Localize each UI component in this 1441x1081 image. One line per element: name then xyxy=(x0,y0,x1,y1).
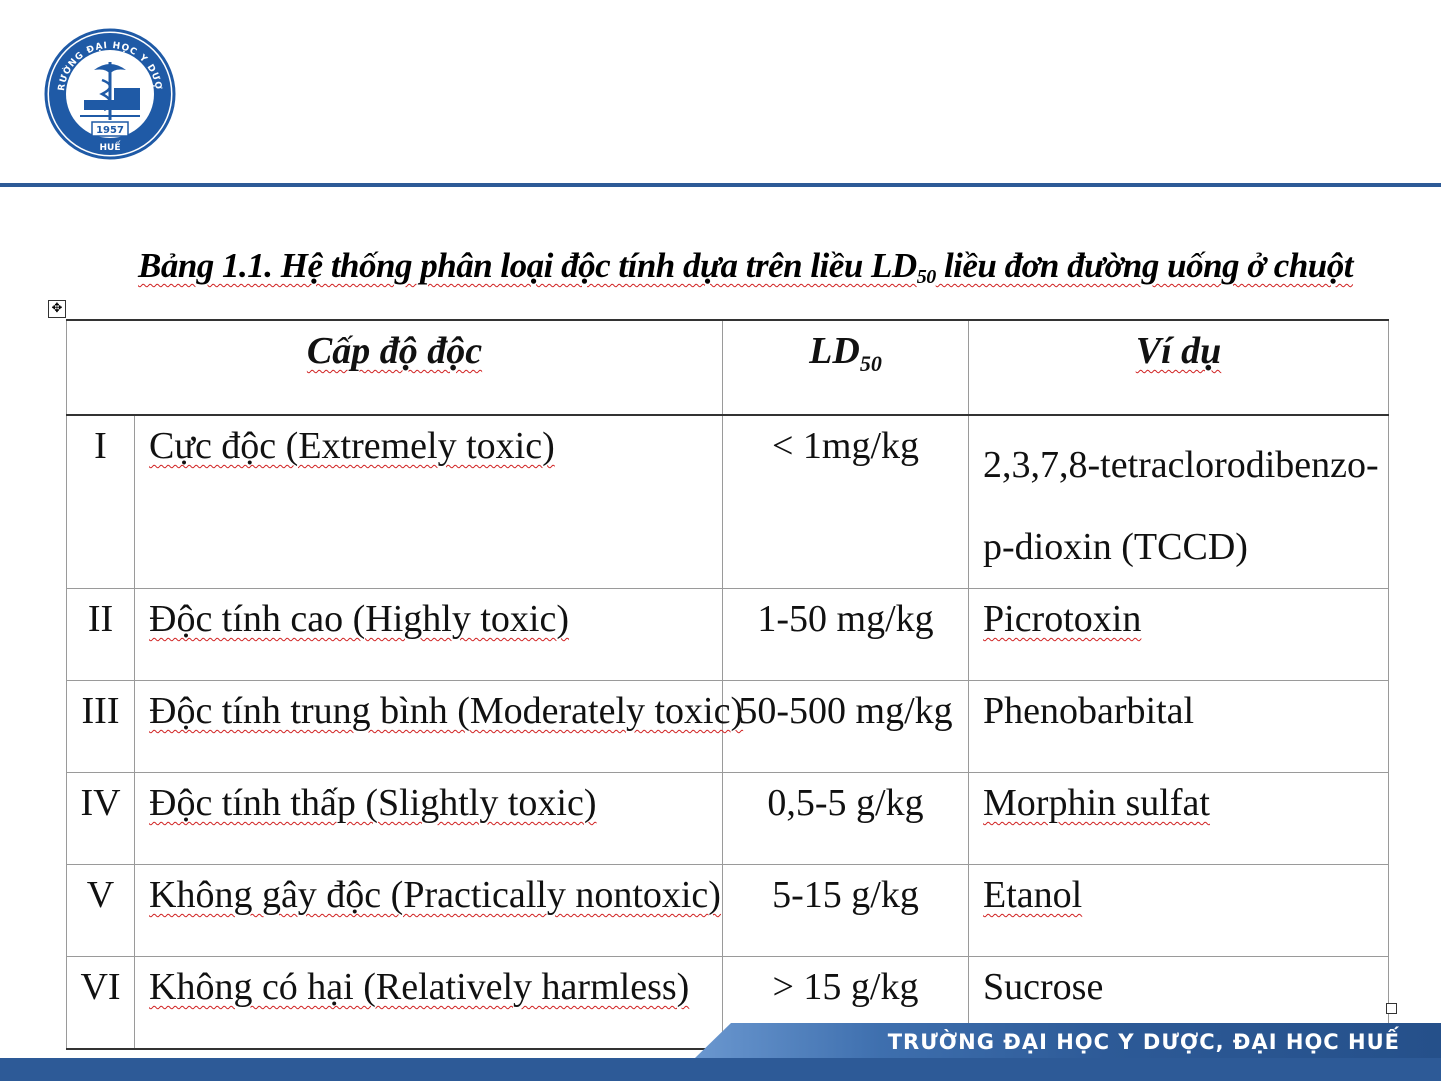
logo-year: 1957 xyxy=(96,125,124,136)
example-line-2: p-dioxin (TCCD) xyxy=(983,526,1248,568)
example-cell: Morphin sulfat xyxy=(969,773,1389,865)
class-cell: V xyxy=(67,865,135,957)
toxicity-table xyxy=(66,319,1389,1050)
example-cell: Sucrose xyxy=(969,957,1389,1050)
logo-city: HUẾ xyxy=(99,143,121,153)
dose-cell: 1-50 mg/kg xyxy=(723,589,969,681)
table-row xyxy=(67,415,1389,589)
dose-cell: 50-500 mg/kg xyxy=(723,681,969,773)
caption-suffix: liều đơn đường uống ở chuột xyxy=(935,246,1354,285)
table-row xyxy=(67,773,1389,865)
header-ld50: $LD_{50}$ xyxy=(723,320,969,415)
table-move-handle-icon[interactable]: ✥ xyxy=(48,300,66,318)
table-resize-handle-icon[interactable] xyxy=(1386,1003,1397,1014)
level-cell: Không gây độc (Practically nontoxic) xyxy=(135,865,723,957)
dose-cell: > 15 g/kg xyxy=(723,957,969,1050)
caption-subscript: 50 xyxy=(916,266,936,288)
level-cell: Độc tính cao (Highly toxic) xyxy=(135,589,723,681)
class-cell: I xyxy=(67,415,135,589)
caption-prefix: Bảng 1.1. Hệ thống phân loại độc tính dựa trên liều LD xyxy=(138,246,917,285)
level-cell: Độc tính trung bình (Moderately toxic) xyxy=(135,681,723,773)
dose-cell: < 1mg/kg xyxy=(723,415,969,589)
table-header-row xyxy=(67,320,1389,415)
header-level: Cấp độ độc xyxy=(67,320,723,415)
dose-cell: 5-15 g/kg xyxy=(723,865,969,957)
header-divider xyxy=(0,183,1441,187)
dose-cell: 0,5-5 g/kg xyxy=(723,773,969,865)
class-cell: IV xyxy=(67,773,135,865)
logo-arc-text: RƯỜNG ĐẠI HỌC Y DƯỢ xyxy=(56,40,163,92)
footer-university-name: TRƯỜNG ĐẠI HỌC Y DƯỢC, ĐẠI HỌC HUẾ xyxy=(887,1030,1400,1054)
table-row xyxy=(67,681,1389,773)
class-cell: VI xyxy=(67,957,135,1050)
university-logo xyxy=(44,28,176,160)
example-cell: Etanol xyxy=(969,865,1389,957)
level-cell: Độc tính thấp (Slightly toxic) xyxy=(135,773,723,865)
class-cell: III xyxy=(67,681,135,773)
example-cell: Picrotoxin xyxy=(969,589,1389,681)
footer-bar xyxy=(0,1058,1441,1081)
class-cell: II xyxy=(67,589,135,681)
table-row xyxy=(67,589,1389,681)
example-cell: Phenobarbital xyxy=(969,681,1389,773)
table-row xyxy=(67,865,1389,957)
level-cell: Không có hại (Relatively harmless) xyxy=(135,957,723,1050)
caduceus-seal-icon xyxy=(44,28,176,160)
example-line-1: 2,3,7,8-tetraclorodibenzo- xyxy=(983,444,1379,486)
table-caption xyxy=(138,236,1428,307)
example-cell xyxy=(969,415,1389,589)
header-example: Ví dụ xyxy=(969,320,1389,415)
level-cell: Cực độc (Extremely toxic) xyxy=(135,415,723,589)
